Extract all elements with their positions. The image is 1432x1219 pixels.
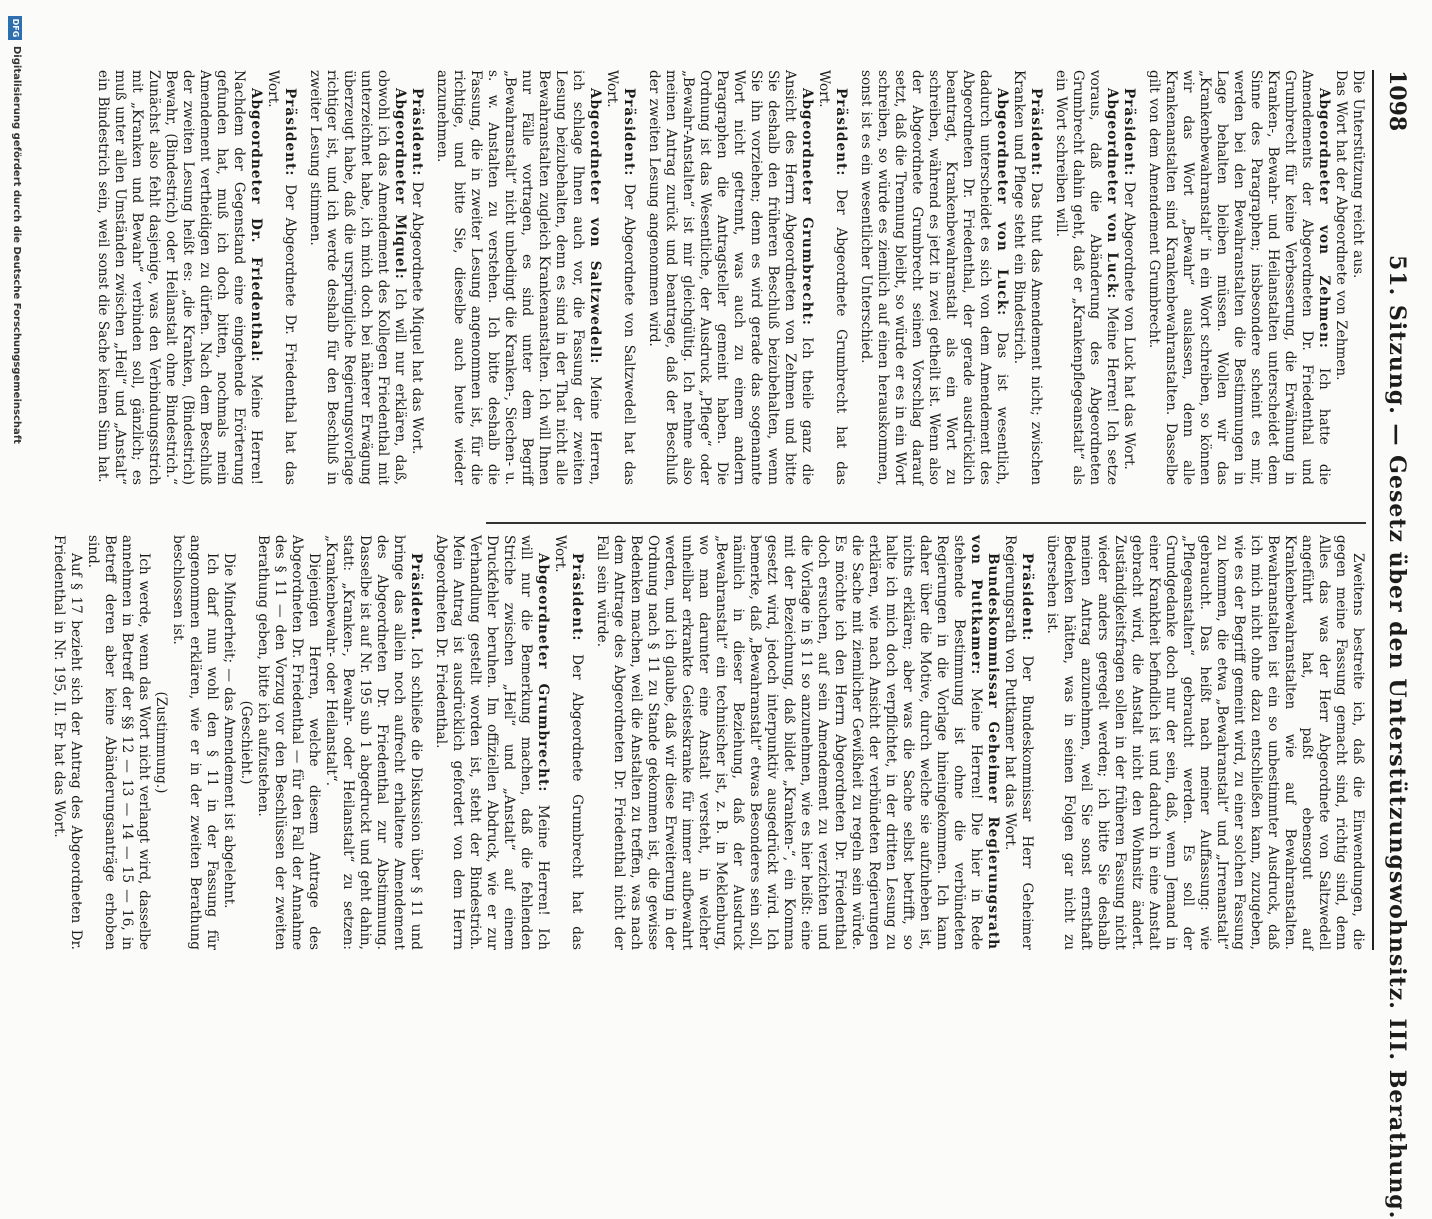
right-column xyxy=(50,535,1366,950)
speaker-name: Abgeordneter von Saltzwedell: xyxy=(587,88,603,365)
paragraph-text: Die Minderheit; — das Amendement ist abgelehnt. xyxy=(221,553,237,909)
paragraph xyxy=(645,70,815,485)
paragraph xyxy=(254,535,322,950)
paragraph-text: Meine Herren! Die hier in Rede stehende Bestimmung ist ohne die verbündeten Regierungen in die Vorlage hineingekommen. Ich kann daher über die Motive, durch welche sie aufzuheben ist, nichts erklären; aber was die Sache selbst betrifft, so halte ich mich doch verpflichtet, in der dritten Lesung zu erklären, wie nach Ansicht der verbündeten Regierungen die Sache mit ziemlicher Gewißheit zu regeln sein würde. Es möchte ich den Herrn Abgeordneten Dr. Friedenthal doch ersuchen, auf sein Amendement zu verzichten und die Vorlage in § 11 so anzunehmen, wie es hier heißt: eine mit der Bezeichnung, daß bildet „Kranken-“, ein Komma gesetzt wird, jedoch interpunktiv ausgedrückt wird. Ich bemerke, daß „Bewahranstalt“ etwas Besonderes sein soll, nämlich in dieser Beziehung, daß der Ausdruck „Bewahranstalt“ ein technischer ist, z. B. in Meklenburg, wo man darunter eine Anstalt versteht, in welcher unheilbar erkrankte Geisteskranke für immer aufbewahrt werden, und ich glaube, daß wir diese Erweiterung in der Ordnung nach § 11 zu Stande gekommen ist, die gewisse Bedenken machen, weil die Anstalten zu treffen, was nach dem Antrage des Abgeordneten Dr. Friedenthal nicht der Fall sein würde. xyxy=(594,535,984,950)
paragraph xyxy=(551,535,585,950)
paragraph-text: (Zustimmung.) xyxy=(153,691,169,794)
speaker-name: Präsident. xyxy=(408,553,424,642)
paragraph-text: Der Abgeordnete Grumbrecht hat das Wort. xyxy=(552,535,585,950)
paragraph xyxy=(220,535,237,950)
paragraph xyxy=(1120,70,1137,485)
paragraph-text: Diejenigen Herren, welche diesem Antrage des Abgeordneten Dr. Friedenthal — für den Fall der Annahme des § 11 — den Vorzug vor den Beschlüssen der zweiten Berathung geben, bitte ich aufzustehen. xyxy=(255,535,322,950)
paragraph xyxy=(603,70,637,485)
speaker-name: Präsident: xyxy=(409,88,425,177)
paragraph-text: Ich hatte die Amendements der Abgeordneten Dr. Friedenthal und Grumbrecht für keine Verbesserung, die Erwähnung in Kranken-, Bewahr- und Heilanstalten unterscheidet dem Sinne des Paragraphen; insbesondere scheint es mir, werden bei den Bewahranstalten die Bestimmungen in Lage behalten bleiben müssen. Wollen wir das „Krankenbewahranstalt“ in ein Wort schreiben, so können wir das Wort „Bewahr“ auslassen, denn alle Krankenanstalten sind Krankenbewahranstalten. Dasselbe gilt von dem Amendement Grumbrecht. xyxy=(1146,70,1332,485)
paragraph-text: Das Wort hat der Abgeordnete von Zehmen. xyxy=(1333,70,1349,381)
paragraph xyxy=(50,535,84,950)
paragraph-gap xyxy=(637,70,645,485)
paragraph xyxy=(94,70,264,485)
speaker-name: Abgeordneter von Zehmen: xyxy=(1316,88,1332,349)
credit-line xyxy=(4,10,24,995)
paragraph xyxy=(857,70,1010,485)
paragraph-text: Das ist wesentlich, dadurch unterscheidet es sich von dem Amendement des Abgeordneten Dr. Friedenthal, der gerade ausdrücklich beantragt, Krankenbewahranstalt als ein Wort zu schreiben, während es jetzt in zwei getheilt ist. Wenn also der Abgeordnete Grumbrecht seinen Vorschlag darauf setzt, daß die Trennung bleibt, so würde er es in ein Wort schreiben, so würde es ziemlich auf einen herauskommen, sonst ist es ein wesentlicher Unterschied. xyxy=(858,70,1010,485)
paragraph-text: Der Abgeordnete Dr. Friedenthal hat das Wort. xyxy=(265,70,298,485)
paragraph xyxy=(306,70,408,485)
paragraph-text: Das thut das Amendement nicht; zwischen Kranken und Pflege steht ein Bindestrich. xyxy=(1011,70,1044,485)
paragraph-text: Der Bundeskommissar Herr Geheimer Regierungsrath von Puttkamer hat das Wort. xyxy=(1002,535,1035,950)
speaker-name: Abgeordneter Grumbrecht: xyxy=(799,88,815,326)
paragraph xyxy=(1052,70,1120,485)
paragraph-text: Zweitens bestreite ich, daß die Einwendungen, die gegen meine Fassung gemacht sind, richtig sind, denn Alles das was der Herr Abgeordnete von Saltzwedell angeführt hat, paßt ebensogut auf Krankenbewahranstalten wie auf Bewahranstalten. Bewahranstalten ist ein so unbestimmter Ausdruck, daß ich mich nicht ohne dazu entschließen kann, zuzugeben, wie es der Begriff gemeint wird, zu einer solchen Fassung zu kommen, die etwa „Bewahranstalt“ und „Irrenanstalt“ gebraucht. Das heißt nach meiner Auffassung: wie „Pflegeanstalten“ gebraucht werden. Es soll der Grundgedanke doch nur der sein, daß, wenn Jemand in einer Krankheit befindlich ist und dadurch in eine Anstalt gebracht wird, die Anstalt nicht den Wohnsitz ändert. Zuständigkeitsfragen sollen in der früheren Fassung nicht wieder anders geregelt werden; ich bitte Sie deshalb meinen Antrag anzunehmen, weil Sie sonst ernsthaft Bedenken hätten, was in seinen Folgen gar nicht zu übersehen ist. xyxy=(1044,535,1366,950)
paragraph-text: Ich schließe die Diskussion über § 11 und bringe das allein noch aufrecht erhaltene Amendement des Abgeordneten Dr. Friedenthal zur Abstimmung. Dasselbe ist auf Nr. 195 sub 1 abgedruckt und geht dahin, statt: „Kranken-, Bewahr- oder Heilanstalt“ zu setzen: „Krankenbewahr- oder Heilanstalt“. xyxy=(323,535,424,950)
paragraph-gap xyxy=(424,535,432,950)
paragraph-gap xyxy=(1137,70,1145,485)
speaker-name: Präsident: xyxy=(1121,88,1137,177)
paragraph-text: Meine Herren! Ich setze voraus, daß die Abänderung des Abgeordneten Grumbrecht dahin geht, daß er „Krankenpflegeanstalt“ als ein Wort schreiben will. xyxy=(1053,70,1120,485)
center-note xyxy=(152,535,169,950)
paragraph-gap xyxy=(298,70,306,485)
column-divider xyxy=(486,522,1366,524)
paragraph-text: Auf § 17 bezieht sich der Antrag des Abgeordneten Dr. Friedenthal in Nr. 195, II. Er hat das Wort. xyxy=(51,535,84,950)
speaker-name: Abgeordneter Dr. Friedenthal: xyxy=(248,88,264,363)
paragraph xyxy=(408,70,425,485)
speaker-name: Präsident: xyxy=(282,88,298,177)
paragraph xyxy=(815,70,849,485)
speaker-name: Abgeordneter Miquel: xyxy=(392,88,408,280)
paragraph-gap xyxy=(1035,535,1043,950)
paragraph-gap xyxy=(425,70,433,485)
page-header xyxy=(1370,70,1410,1219)
paragraph xyxy=(593,535,1001,950)
paragraph-text: Der Abgeordnete Grumbrecht hat das Wort. xyxy=(816,70,849,485)
speaker-name: Abgeordneter Grumbrecht: xyxy=(535,553,551,793)
header-rule xyxy=(1372,70,1374,950)
paragraph-text: Ich will nur erklären, daß, obwohl ich das Amendement des Kollegen Friedenthal mit unterzeichnet habe, ich mich doch bei näherer Erwägung überzeugt habe, daß die ursprüngliche Regierungsvorlage richtiger ist, und ich werde deshalb für den Beschluß in zweiter Lesung stimmen. xyxy=(307,70,408,485)
paragraph xyxy=(432,535,551,950)
credit-text: Digitalisierung gefördert durch die Deutsche Forschungsgemeinschaft xyxy=(11,46,22,444)
paragraph xyxy=(1349,70,1366,485)
paragraph xyxy=(84,535,152,950)
paragraph-text: Der Abgeordnete Miquel hat das Wort. xyxy=(409,181,425,455)
paragraph-text: Meine Herren! Nachdem der Gegenstand eine eingehende Erörterung gefunden hat, muß ich doch bitten, nochmals mein Amendement vertheidigen zu dürfen. Nach dem Beschluß der zweiten Lesung heißt es: „die Kranken, (Bindestrich) Bewahr, (Bindestrich) oder Heilanstalt ohne Bindestrich.“ Zunächst also fehlt dasjenige, was den Verbindungsstrich mit „Kranken und Bewahr“ verbinden soll, gänzlich; es muß unter allen Umständen zwischen „Heil“ und „Anstalt“ ein Bindestrich sein, weil sonst die Sache keinen Sinn hat. xyxy=(95,70,264,486)
paragraph xyxy=(169,535,220,950)
paragraph xyxy=(1001,535,1035,950)
paragraph-text: Der Abgeordnete von Luck hat das Wort. xyxy=(1121,181,1137,470)
paragraph xyxy=(1332,70,1349,485)
speaker-name: Präsident: xyxy=(621,88,637,177)
paragraph-text: Die Unterstützung reicht aus. xyxy=(1350,70,1366,279)
paragraph-text: (Geschieht.) xyxy=(238,700,254,785)
left-column xyxy=(94,70,1366,485)
paragraph xyxy=(433,70,603,485)
speaker-name: Präsident: xyxy=(833,88,849,177)
paragraph-text: Ich werde, wenn das Wort nicht verlangt wird, dasselbe annehmen in Betreff der §§ 12 — 13 — 14 — 15 — 16, in Betreff deren aber keine Abänderungsanträge erhoben sind. xyxy=(85,535,152,950)
paragraph-text: Ich darf nun wohl den § 11 in der Fassung für angenommen erklären, wie er in der zweiten Berathung beschlossen ist. xyxy=(170,535,220,950)
paragraph xyxy=(1043,535,1366,950)
paragraph xyxy=(1010,70,1044,485)
speaker-name: Abgeordneter von Luck: xyxy=(994,88,1010,317)
speaker-name: Präsident: xyxy=(1019,553,1035,642)
speaker-name: Präsident: xyxy=(569,553,585,642)
page-number: 1098 xyxy=(1384,70,1410,132)
paragraph-gap xyxy=(849,70,857,485)
paragraph-gap xyxy=(1044,70,1052,485)
speaker-name: Präsident: xyxy=(1028,88,1044,177)
paragraph xyxy=(264,70,298,485)
paragraph-text: Ich theile ganz die Ansicht des Herrn Abgeordneten von Zehmen und bitte Sie deshalb den früheren Beschluß beizubehalten, wenn Sie ihn vorziehen; denn es wird gerade das sogenannte Wort nicht getrennt, was auch zu einem andern Paragraphen die Antragsteller gemeint haben. Die Ordnung ist das Wesentliche, der Ausdruck „Pflege“ oder „Bewahr-Anstalten“ ist mir gleichgültig. Ich nehme also meinen Antrag zurück und beantrage, daß der Beschluß der zweiten Lesung angenommen wird. xyxy=(646,70,815,486)
paragraph-text: Der Abgeordnete von Saltzwedell hat das Wort. xyxy=(604,70,637,485)
paragraph xyxy=(322,535,424,950)
speaker-name: Abgeordneter von Luck: xyxy=(1104,88,1120,300)
center-note xyxy=(237,535,254,950)
paragraph-gap xyxy=(585,535,593,950)
dfg-logo: DFG xyxy=(8,16,22,40)
paragraph-text: Meine Herren, ich schlage Ihnen auch vor, die Fassung der zweiten Lesung beizubehalten, denn es sind in der That nicht alle Bewahranstalten zugleich Krankenanstalten. Ich will Ihnen nur Fälle vortragen, es sind unter dem Begriff „Bewahranstalt“ nicht unbedingt die Kranken-, Siechen- u. s. w. Anstalten zu verstehen. Ich bitte deshalb die Fassung, die in zweiter Lesung angenommen ist, für die richtige, und bitte Sie, dieselbe auch heute wieder anzunehmen. xyxy=(434,70,603,485)
page-title: 51. Sitzung. — Gesetz über den Unterstützungswohnsitz. III. Berathung. xyxy=(1384,255,1410,1219)
speaker-name: Bundeskommissar Geheimer Regierungsrath von Puttkamer: xyxy=(968,535,1001,950)
paragraph xyxy=(1145,70,1332,485)
paragraph-text: Meine Herren! Ich will nur die Bemerkung machen, daß die fehlenden Striche zwischen „Heil“ und „Anstalt“ auf einem Druckfehler beruhen. Im offiziellen Abdruck, wie er zur Verhandlung gestellt worden ist, steht der Bindestrich. Mein Antrag ist ausdrücklich gefordert von dem Herrn Abgeordneten Dr. Friedenthal. xyxy=(433,535,551,951)
